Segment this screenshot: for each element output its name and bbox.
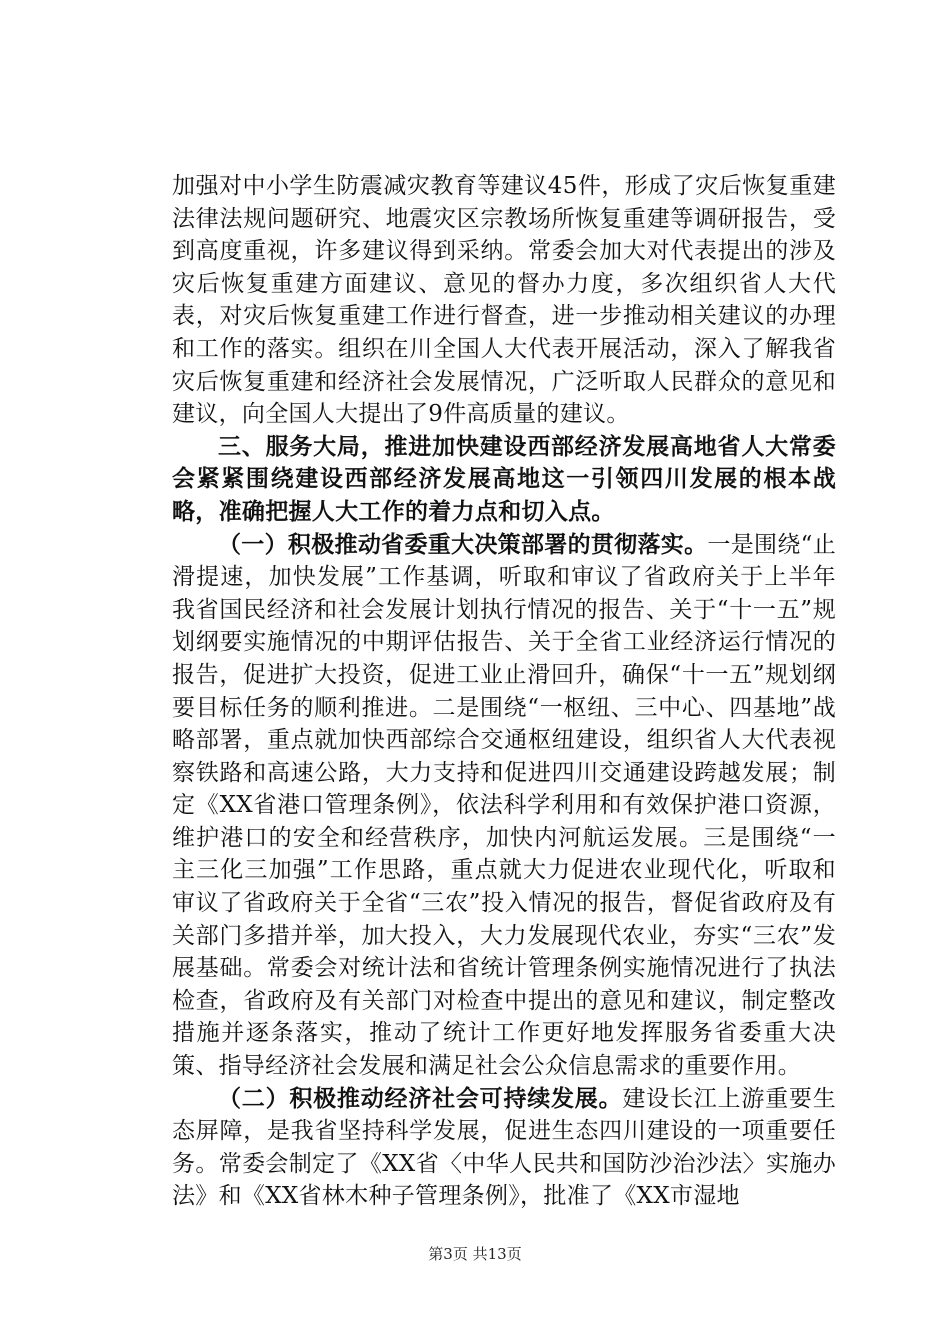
- paragraph-text: 加强对中小学生防震减灾教育等建议45件，形成了灾后恢复重建法律法规问题研究、地震灾区宗教场所恢复重建等调研报告，受到高度重视，许多建议得到采纳。常委会加大对代表提出的涉及灾后恢复重建方面建议、意见的督办力度，多次组织省人大代表，对灾后恢复重建工作进行督查，进一步推动相关建议的办理和工作的落实。组织在川全国人大代表开展活动，深入了解我省灾后恢复重建和经济社会发展情况，广泛听取人民群众的意见和建议，向全国人大提出了9件高质量的建议。: [172, 173, 836, 428]
- paragraph-text: 建设长江上游重要生态屏障，是我省坚持科学发展，促进生态四川建设的一项重要任务。常委会制定了《XX省〈中华人民共和国防沙治沙法〉实施办法》和《XX省林木种子管理条例》，批准了《XX市湿地: [172, 1085, 836, 1210]
- section-heading-three: [172, 431, 836, 529]
- paragraph-disaster-recovery: [172, 170, 836, 431]
- paragraph-subsection-two: [172, 1083, 836, 1213]
- subsection-heading: （一）积极推动省委重大决策部署的贯彻落实。: [218, 530, 708, 558]
- page-number-footer: 第3页 共13页: [428, 1245, 522, 1263]
- section-heading-text: 三、服务大局，推进加快建设西部经济发展高地省人大常委会紧紧围绕建设西部经济发展高地这一引领四川发展的根本战略，准确把握人大工作的着力点和切入点。: [172, 432, 836, 525]
- paragraph-subsection-one: [172, 529, 836, 1083]
- document-body: [172, 170, 836, 1213]
- subsection-heading: （二）积极推动经济社会可持续发展。: [218, 1084, 623, 1112]
- paragraph-text: 一是围绕“止滑提速，加快发展”工作基调，听取和审议了省政府关于上半年我省国民经济和社会发展计划执行情况的报告、关于“十一五”规划纲要实施情况的中期评估报告、关于全省工业经济运行情况的报告，促进扩大投资，促进工业止滑回升，确保“十一五”规划纲要目标任务的顺利推进。二是围绕“一枢纽、三中心、四基地”战略部署，重点就加快西部综合交通枢纽建设，组织省人大代表视察铁路和高速公路，大力支持和促进四川交通建设跨越发展；制定《XX省港口管理条例》，依法科学利用和有效保护港口资源，维护港口的安全和经营秩序，加快内河航运发展。三是围绕“一主三化三加强”工作思路，重点就大力促进农业现代化，听取和审议了省政府关于全省“三农”投入情况的报告，督促省政府及有关部门多措并举，加大投入，大力发展现代农业，夯实“三农”发展基础。常委会对统计法和省统计管理条例实施情况进行了执法检查，省政府及有关部门对检查中提出的意见和建议，制定整改措施并逐条落实，推动了统计工作更好地发挥服务省委重大决策、指导经济社会发展和满足社会公众信息需求的重要作用。: [172, 531, 836, 1080]
